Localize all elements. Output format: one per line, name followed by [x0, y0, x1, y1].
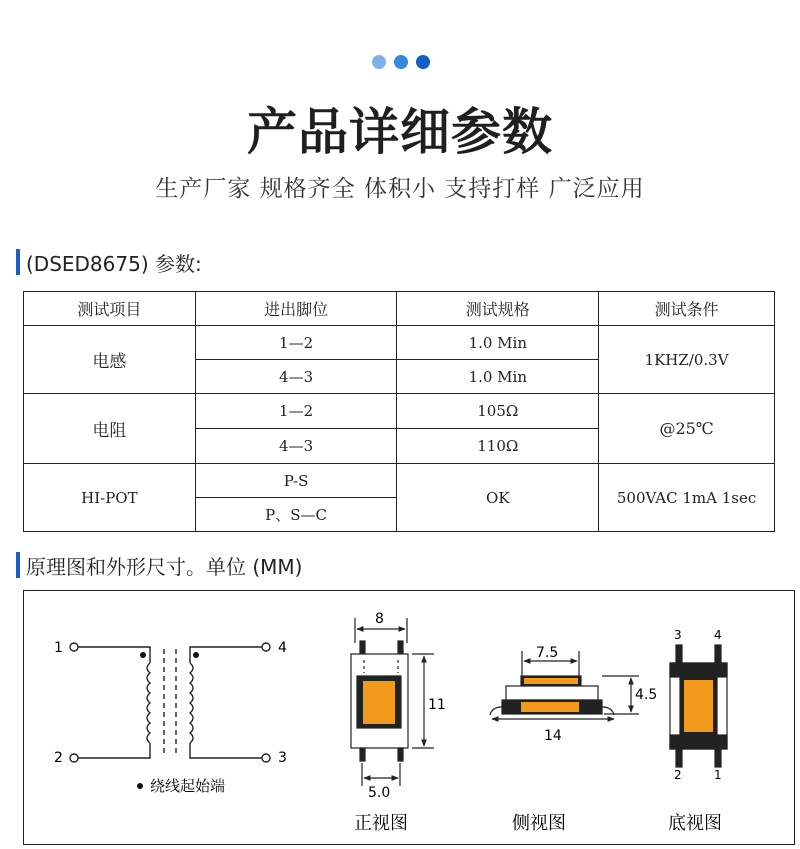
bottom-pin3-label: 3 [674, 628, 682, 642]
bottom-pin1-label: 1 [714, 768, 722, 782]
spec-cell: 105Ω [397, 394, 599, 429]
spec-cell: 110Ω [397, 429, 599, 464]
front-view-drawing [351, 618, 434, 786]
side-length-dim: 14 [544, 728, 562, 744]
pins-cell: P、S—C [195, 498, 397, 532]
pins-cell: 4—3 [195, 429, 397, 464]
spec-cell: 1.0 Min [397, 326, 599, 360]
section-heading-text: 原理图和外形尺寸。单位 (MM) [26, 554, 303, 579]
side-view-caption: 侧视图 [512, 813, 566, 834]
pin2-terminal [70, 754, 78, 762]
primary-start-dot [140, 652, 146, 658]
schematic-pin3-label: 3 [278, 750, 287, 766]
bottom-view-drawing [670, 645, 727, 767]
side-height-dim: 4.5 [635, 687, 658, 703]
section-heading-text: (DSED8675) 参数: [26, 251, 202, 276]
primary-coil [147, 663, 150, 743]
transformer-schematic [70, 643, 270, 762]
test-item-resistance: 电阻 [24, 394, 196, 464]
table-row [24, 326, 775, 360]
header-cell: 进出脚位 [195, 292, 397, 326]
pin4-terminal [262, 643, 270, 651]
pin1-terminal [70, 643, 78, 651]
front-view-caption: 正视图 [354, 813, 408, 834]
bottom-pin2-label: 2 [674, 768, 682, 782]
header-dots [372, 55, 430, 69]
accent-bar [16, 552, 20, 578]
header-cell: 测试规格 [397, 292, 599, 326]
dot-medium [394, 55, 408, 69]
front-width-dim: 8 [375, 611, 384, 627]
legend-dot [137, 783, 143, 789]
test-item-inductance: 电感 [24, 326, 196, 394]
condition-cell: @25℃ [599, 394, 775, 464]
table-row [24, 464, 775, 498]
header-cell: 测试项目 [24, 292, 196, 326]
bottom-view-caption: 底视图 [668, 813, 722, 834]
side-view-drawing [490, 651, 639, 719]
schematic-pin1-label: 1 [54, 640, 63, 656]
drawing-panel [23, 590, 795, 845]
drawings-svg [24, 591, 794, 844]
spec-cell: OK [397, 464, 599, 532]
condition-cell: 500VAC 1mA 1sec [599, 464, 775, 532]
bottom-pin4-label: 4 [714, 628, 722, 642]
spec-cell: 1.0 Min [397, 360, 599, 394]
test-item-hipot: HI-POT [24, 464, 196, 532]
section-heading-params [16, 249, 202, 275]
side-top-dim: 7.5 [536, 645, 559, 661]
condition-cell: 1KHZ/0.3V [599, 326, 775, 394]
schematic-pin4-label: 4 [278, 640, 287, 656]
page-title: 产品详细参数 [247, 103, 553, 161]
pins-cell: P-S [195, 464, 397, 498]
table-header-row [24, 292, 775, 326]
pin3-terminal [262, 754, 270, 762]
schematic-pin2-label: 2 [54, 750, 63, 766]
accent-bar [16, 249, 20, 275]
front-pin-dim: 5.0 [368, 785, 391, 801]
table-row [24, 394, 775, 429]
page-subtitle: 生产厂家 规格齐全 体积小 支持打样 广泛应用 [155, 176, 645, 202]
dot-dark [416, 55, 430, 69]
section-heading-schematic [16, 552, 302, 578]
schematic-legend: 绕线起始端 [150, 777, 226, 795]
pins-cell: 1—2 [195, 326, 397, 360]
dot-light [372, 55, 386, 69]
secondary-coil [190, 663, 193, 743]
header-cell: 测试条件 [599, 292, 775, 326]
secondary-start-dot [193, 652, 199, 658]
pins-cell: 1—2 [195, 394, 397, 429]
params-table [23, 291, 775, 532]
pins-cell: 4—3 [195, 360, 397, 394]
front-height-dim: 11 [428, 697, 446, 713]
